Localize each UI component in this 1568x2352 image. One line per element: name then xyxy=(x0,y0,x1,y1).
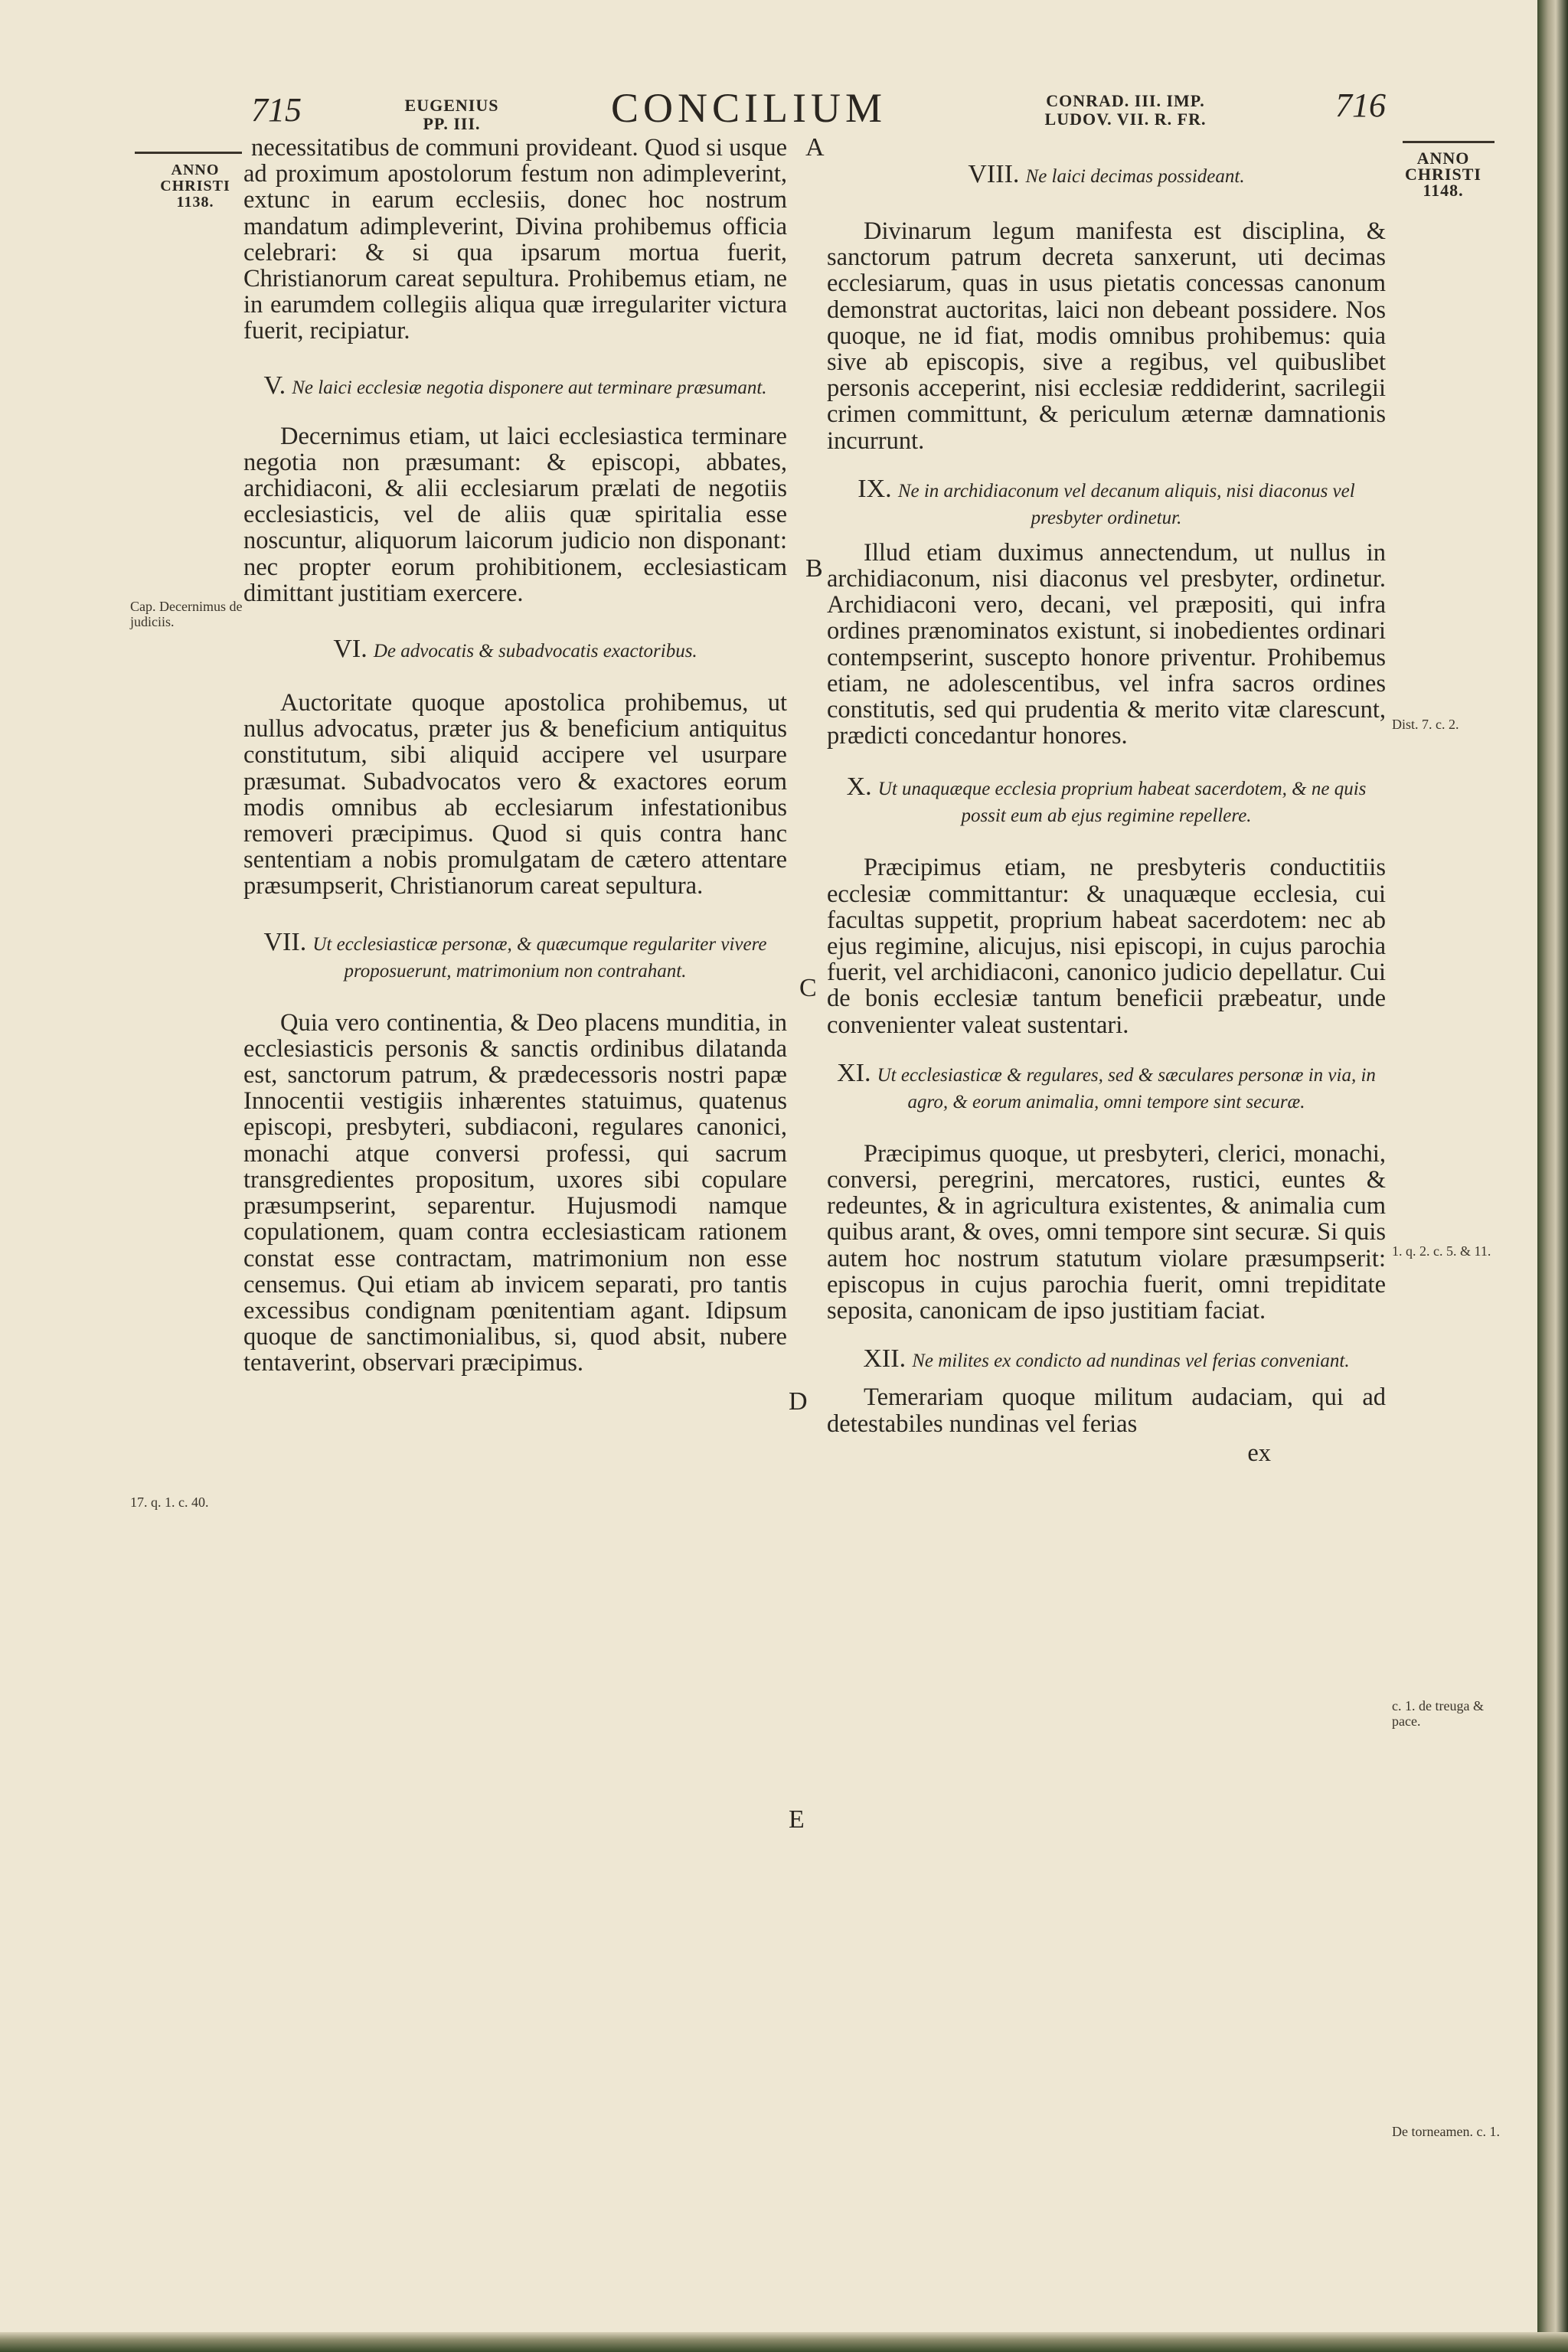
anno-label: ANNO xyxy=(171,162,220,178)
margin-note-cap-decernimus: Cap. Decernimus de judiciis. xyxy=(130,599,243,629)
section-letter-a: A xyxy=(805,133,825,162)
opening-paragraph xyxy=(243,135,787,345)
pope-name-text: EUGENIUS xyxy=(404,96,499,115)
section-6-heading xyxy=(243,637,787,664)
section-6-text: Auctoritate quoque apostolica prohibemus, ut nullus advocatus, præter jus & beneficium antiquitus constitutum, sibi aliquid accipere vel usurpare præsumat. Subadvocatos vero & exactores eorum modis omnibus ab ecclesiarum infestationibus removeri præcipimus. Quod si quis contra hanc sententiam a nobis promulgatam de cætero attentare præsumpserit, Christianorum careat sepultura. xyxy=(243,689,787,900)
section-number: IX. xyxy=(858,474,892,503)
christi-label: CHRISTI xyxy=(1405,165,1481,184)
year-label: 1148. xyxy=(1423,181,1464,200)
page-title: CONCILIUM xyxy=(611,85,887,131)
section-number: XII. xyxy=(863,1344,906,1374)
section-title: Ut unaquæque ecclesia proprium habeat sacerdotem, & ne quis possit eum ab ejus regimine repellere. xyxy=(877,779,1367,827)
margin-note-q17: 17. q. 1. c. 40. xyxy=(130,1494,209,1510)
margin-note-dist: Dist. 7. c. 2. xyxy=(1392,717,1459,732)
catchword: ex xyxy=(1247,1439,1271,1467)
right-anno-christi xyxy=(1393,150,1493,198)
opening-text: Quod si usque ad proximum apostolorum festum non adimpleverint, extunc in earum ecclesiis, donec hoc nostrum mandatum adimpleverint, Divina prohibemus officia celebrari: & si qua ipsarum mortua fuerit, Christianorum careat sepultura. Prohibemus etiam, ne in earumdem collegiis aliqua quæ irregulariter victura fuerit, recipiatur. xyxy=(243,134,787,345)
section-title: Ne laici decimas possideant. xyxy=(1025,166,1245,187)
margin-rule xyxy=(1403,141,1494,143)
section-title: Ut ecclesiasticæ personæ, & quæcumque regulariter vivere proposuerunt, matrimonium non contrahant. xyxy=(312,933,767,982)
section-12-heading xyxy=(827,1344,1386,1374)
section-7-text: Quia vero continentia, & Deo placens munditia, in ecclesiasticis personis & sanctis ordinibus dilatanda est, sanctorum patrum, & prædecessoris nostri papæ Innocentii vestigiis inhærentes statuimus, quatenus episcopi, presbyteri, subdiaconi, regulares canonici, monachi atque conversi professi, qui sacrum transgredientes propositum, uxores sibi copulare præsumpserint, separentur. Hujusmodi namque copulationem, quam contra ecclesiasticam rationem constat esse contractam, matrimonium non esse censemus. Qui etiam ab invicem separati, pro tantis excessibus condignam pœnitentiam agant. Idipsum quoque de sanctimonialibus, si, quod absit, nubere tentaverint, observari præcipimus. xyxy=(243,1008,787,1377)
section-5-heading xyxy=(243,371,787,400)
section-title: Ne laici ecclesiæ negotia disponere aut terminare præsumant. xyxy=(292,377,767,398)
right-text-column xyxy=(827,162,1386,1466)
section-title: Ut ecclesiasticæ & regulares, sed & sæculares personæ in via, in agro, & eorum animalia, omni tempore sint securæ. xyxy=(877,1064,1376,1112)
section-number: X. xyxy=(846,773,872,802)
section-number: VI. xyxy=(333,635,368,664)
margin-note-q1: 1. q. 2. c. 5. & 11. xyxy=(1392,1243,1491,1259)
section-title: Ne in archidiaconum vel decanum aliquis, nisi diaconus vel presbyter ordinetur. xyxy=(897,480,1355,528)
right-page-number: 716 xyxy=(1335,87,1386,124)
section-title: De advocatis & subadvocatis exactoribus. xyxy=(373,641,697,662)
section-7-heading xyxy=(243,927,787,984)
section-9-text: Illud etiam duximus annectendum, ut nullus in archidiaconum, nisi diaconus vel presbyter, ordinetur. Archidiaconi vero, decani, vel præpositi, qui infra ordines prænominatos existunt, si inobedientes ordinari contempserint, suscepto honore priventur. Prohibemus etiam, ne adolescentibus, vel infra sacros ordines constitutis, sed qui prudentia & merito vitæ clarescunt, prædicti concedantur honores. xyxy=(827,538,1386,750)
year-label: 1138. xyxy=(176,194,214,211)
section-number: V. xyxy=(263,371,286,400)
section-number: XI. xyxy=(837,1058,871,1087)
section-number: VII. xyxy=(263,927,307,956)
page-bottom-edge xyxy=(0,2332,1568,2352)
christi-label: CHRISTI xyxy=(160,178,230,194)
left-text-column xyxy=(243,135,787,1377)
pope-name xyxy=(398,96,505,133)
adjacent-page-edge xyxy=(1537,0,1568,2352)
margin-note-treuga: c. 1. de treuga & pace. xyxy=(1392,1698,1484,1729)
left-page-number: 715 xyxy=(251,91,302,129)
section-letter-b: B xyxy=(805,554,823,583)
opening-line: necessitatibus de communi provideant. xyxy=(251,134,639,162)
section-12-text: Temerariam quoque militum audaciam, qui ad detestabiles nundinas vel ferias xyxy=(827,1383,1386,1438)
pope-title-text: PP. III. xyxy=(423,114,481,133)
left-anno-christi xyxy=(153,162,237,211)
section-number: VIII. xyxy=(968,160,1020,188)
section-11-text: Præcipimus quoque, ut presbyteri, clerici, monachi, conversi, peregrini, mercatores, rustici, euntes & redeuntes, & in agricultura existentes, & animalia cum quibus arant, & oves, omni tempore sint securæ. Si quis autem hoc nostrum statutum violare præsumpserit: episcopus in cujus parochia fuerit, omni trepiditate seposita, canonicam de ipso justitiam faciat. xyxy=(827,1139,1386,1325)
section-8-text: Divinarum legum manifesta est disciplina, & sanctorum patrum decreta sanxerunt, uti decimas ecclesiarum, quas in usus pietatis concessas canonum demonstrat auctoritas, laici non debeant possidere. Nos quoque, ne id fiat, modis omnibus prohibemus: quia sive ab episcopis, sive a regibus, vel quibuslibet personis acceperint, nisi ecclesiæ reddiderint, sacrilegii crimen committunt, & periculum æternæ damnationis incurrunt. xyxy=(827,217,1386,455)
section-8-heading xyxy=(827,162,1386,189)
section-10-text: Præcipimus etiam, ne presbyteris conductitiis ecclesiæ committantur: & unaquæque ecclesia, cui facultas suppetit, proprium habeat sacerdotem: nec ab ejus regimine, alicujus, nisi episcopi, in cujus parochia fuerit, vel archidiaconi, canonico judicio depellatur. Cui de bonis ecclesiæ tantum beneficii præbeatur, unde convenienter valeat sustentari. xyxy=(827,854,1386,1039)
anno-label: ANNO xyxy=(1416,149,1470,168)
margin-rule xyxy=(135,152,242,154)
section-letter-c: C xyxy=(799,974,817,1002)
ruler-names xyxy=(1034,92,1217,129)
section-5-text: Decernimus etiam, ut laici ecclesiastica terminare negotia non præsumant: & episcopi, abbates, archidiaconi, & alii ecclesiarum prælati de negotiis ecclesiasticis, vel de aliis quæ spiritalia esse noscuntur, aliquorum laicorum judicio non disponant: nec propter eorum prohibitionem, ecclesiasticam dimittant justitiam exercere. xyxy=(243,422,787,607)
section-10-heading xyxy=(827,775,1386,828)
margin-note-torneamentis: De torneamen. c. 1. xyxy=(1392,2124,1500,2139)
king-text: LUDOV. VII. R. FR. xyxy=(1044,109,1207,129)
section-11-heading xyxy=(827,1058,1386,1115)
section-title: Ne milites ex condicto ad nundinas vel ferias conveniant. xyxy=(912,1351,1350,1372)
section-letter-e: E xyxy=(789,1805,805,1834)
emperor-text: CONRAD. III. IMP. xyxy=(1046,91,1205,110)
section-letter-d: D xyxy=(789,1387,808,1416)
section-9-heading xyxy=(827,474,1386,531)
